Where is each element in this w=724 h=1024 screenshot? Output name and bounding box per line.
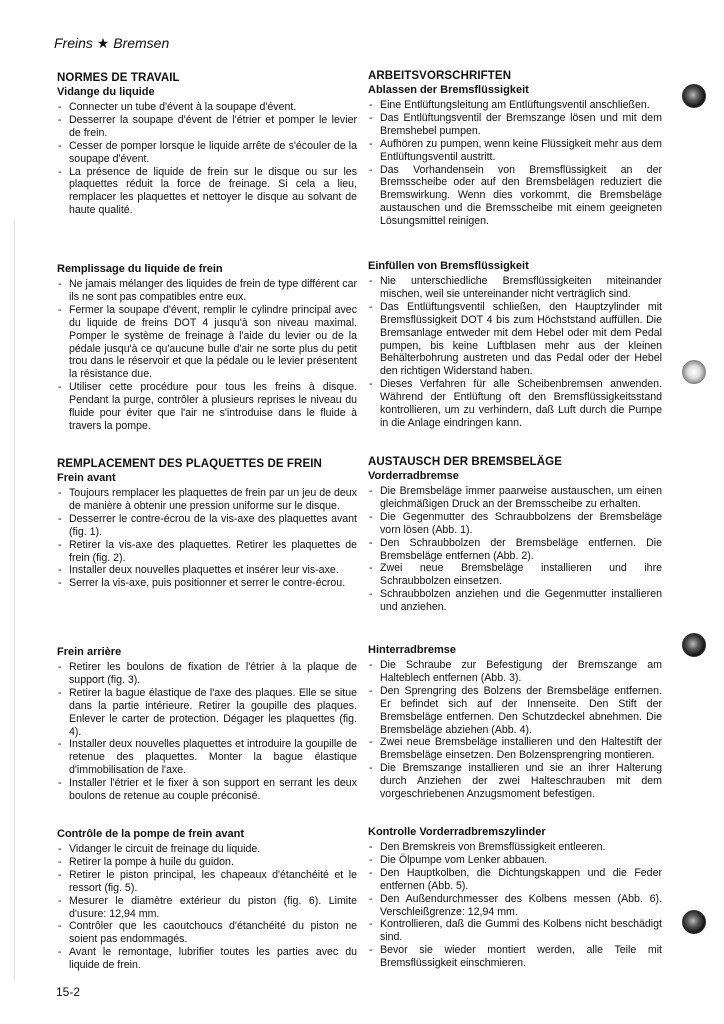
list-item: - Die Bremszange installieren und sie an ihrer Halterung durch Anziehen der zwei Halteschrauben mit dem vorgeschriebenen Anzugsmoment befestigen. [368, 762, 662, 801]
section-subtitle: Contrôle de la pompe de frein avant [57, 828, 245, 840]
list-item: - Ne jamais mélanger des liquides de frein de type différent car ils ne sont pas compatibles entre eux. [57, 278, 357, 304]
section-drain-de [368, 70, 662, 228]
section-pump-check-fr [57, 828, 357, 972]
list-item: - Das Vorhandensein von Bremsflüssigkeit an der Bremsscheibe oder auf den Bremsbelägen reduziert die Bremswirkung. Wenn dies vorkommt, die Bremsbeläge austauschen und die Bremsscheibe mit einem geeigneten Lösungsmittel reinigen. [368, 164, 662, 229]
list-item: - Zwei neue Bremsbeläge installieren und den Haltestift der Bremsbeläge einsetzen. Den Bolzensprengring montieren. [368, 736, 662, 762]
list-item: - Desserrer la soupape d'évent de l'étrier et pomper le levier de frein. [57, 114, 357, 140]
list-item: - Den Schraubbolzen der Bremsbeläge entfernen. Die Bremsbeläge entfernen (Abb. 2). [368, 537, 662, 563]
section-subtitle: Kontrolle Vorderradbremszylinder [368, 826, 546, 838]
section-pads-front-de [368, 456, 662, 614]
list-item: - Schraubbolzen anziehen und die Gegenmutter installieren und anziehen. [368, 588, 662, 614]
page-fold-shadow [14, 220, 15, 980]
section-title: NORMES DE TRAVAIL [57, 72, 180, 84]
section-subtitle: Ablassen der Bremsflüssigkeit [368, 84, 529, 96]
list-item: - Retirer les boulons de fixation de l'étrier à la plaque de support (fig. 3). [57, 661, 357, 687]
section-fill-de [368, 260, 662, 430]
list-item: - Vidanger le circuit de freinage du liquide. [57, 843, 357, 856]
list-item: - Den Hauptkolben, die Dichtungskappen und die Feder entfernen (Abb. 5). [368, 867, 662, 893]
section-pads-front-fr [57, 458, 357, 590]
list-item: - Kontrollieren, daß die Gummi des Kolbens nicht beschädigt sind. [368, 918, 662, 944]
list-item: - Installer deux nouvelles plaquettes et insérer leur vis-axe. [57, 564, 357, 577]
list-item: - Die Bremsbeläge immer paarweise austauschen, um einen gleichmäßigen Druck an der Bremsscheibe zu erhalten. [368, 485, 662, 511]
list-item: - Toujours remplacer les plaquettes de frein par un jeu de deux de manière à obtenir une pression uniforme sur le disque. [57, 487, 357, 513]
list-item: - Retirer le piston principal, les chapeaux d'étanchéité et le ressort (fig. 5). [57, 869, 357, 895]
list-item: - Retirer la pompe à huile du guidon. [57, 856, 357, 869]
list-item: - Installer l'étrier et le fixer à son support en serrant les deux boulons de retenue au couple préconisé. [57, 777, 357, 803]
list-item: - Den Sprengring des Bolzens der Bremsbeläge entfernen. Er befindet sich auf der Innenseite. Den Stift der Bremsbeläge entfernen. Den Schutzdeckel abnehmen. Die Bremsbeläge abziehen (Abb. 4). [368, 685, 662, 737]
section-title: AUSTAUSCH DER BREMSBELÄGE [368, 456, 562, 468]
list-item: - Contrôler que les caoutchoucs d'étanchéité du piston ne soient pas endommagés. [57, 920, 357, 946]
list-item: - La présence de liquide de frein sur le disque ou sur les plaquettes réduit la force de freinage. Si cela a lieu, remplacer les plaquettes et nettoyer le disque au solvant de haute qualité. [57, 166, 357, 218]
list-item: - Cesser de pomper lorsque le liquide arrête de s'écouler de la soupape d'évent. [57, 140, 357, 166]
section-subtitle: Frein avant [57, 472, 116, 484]
section-pads-rear-de [368, 644, 662, 801]
page-header: Freins ★ Bremsen [54, 35, 170, 51]
list-item: - Das Entlüftungsventil schließen, den Hauptzylinder mit Bremsflüssigkeit DOT 4 bis zum Höchststand auffüllen. Die Bremsanlage entweder mit dem Hebel oder mit dem Pedal pumpen, bis keine Luftblasen mehr aus der kleinen Behälterbohrung austreten und das Pedal oder der Hebel den richtigen Widerstand haben. [368, 301, 662, 378]
list-item: - Serrer la vis-axe, puis positionner et serrer le contre-écrou. [57, 577, 357, 590]
list-item: - Das Entlüftungsventil der Bremszange lösen und mit dem Bremshebel pumpen. [368, 112, 662, 138]
page-number: 15-2 [56, 985, 81, 999]
binder-hole-icon [682, 84, 706, 108]
list-item: - Mesurer le diamètre extérieur du piston (fig. 6). Limite d'usure: 12,94 mm. [57, 895, 357, 921]
section-title: REMPLACEMENT DES PLAQUETTES DE FREIN [57, 458, 322, 470]
list-item: - Utiliser cette procédure pour tous les freins à disque. Pendant la purge, contrôler à plusieurs reprises le niveau du fluide pour éviter que l'air ne s'introduise dans le fluide à travers la pompe. [57, 381, 357, 433]
list-item: - Die Gegenmutter des Schraubbolzens der Bremsbeläge vorn lösen (Abb. 1). [368, 511, 662, 537]
section-pads-rear-fr [57, 646, 357, 803]
list-item: - Nie unterschiedliche Bremsflüssigkeiten miteinander mischen, weil sie untereinander nicht verträglich sind. [368, 275, 662, 301]
binder-hole-icon [682, 633, 706, 657]
list-item: - Desserrer le contre-écrou de la vis-axe des plaquettes avant (fig. 1). [57, 513, 357, 539]
section-subtitle: Vidange du liquide [57, 86, 155, 98]
section-subtitle: Frein arrière [57, 646, 122, 658]
list-item: - Dieses Verfahren für alle Scheibenbremsen anwenden. Während der Entlüftung oft den Bremsflüssigkeitsstand kontrollieren, um zu verhindern, daß Luft durch die Pumpe in die Anlage eindringen kann. [368, 378, 662, 430]
section-drain-fr [57, 72, 357, 217]
list-item: - Eine Entlüftungsleitung am Entlüftungsventil anschließen. [368, 99, 662, 112]
list-item: - Connecter un tube d'évent à la soupape d'évent. [57, 101, 357, 114]
section-subtitle: Vorderradbremse [368, 470, 459, 482]
list-item: - Den Außendurchmesser des Kolbens messen (Abb. 6). Verschleißgrenze: 12,94 mm. [368, 893, 662, 919]
list-item: - Aufhören zu pumpen, wenn keine Flüssigkeit mehr aus dem Entlüftungsventil austritt. [368, 138, 662, 164]
section-subtitle: Remplissage du liquide de frein [57, 263, 223, 275]
binder-hole-icon [682, 910, 706, 934]
list-item: - Zwei neue Bremsbeläge installieren und ihre Schraubbolzen einsetzen. [368, 562, 662, 588]
list-item: - Die Schraube zur Befestigung der Bremszange am Halteblech entfernen (Abb. 3). [368, 659, 662, 685]
list-item: - Avant le remontage, lubrifier toutes les parties avec du liquide de frein. [57, 946, 357, 972]
section-pump-check-de [368, 826, 662, 970]
list-item: - Bevor sie wieder montiert werden, alle Teile mit Bremsflüssigkeit einschmieren. [368, 944, 662, 970]
list-item: - Den Bremskreis von Bremsflüssigkeit entleeren. [368, 841, 662, 854]
section-subtitle: Einfüllen von Bremsflüssigkeit [368, 260, 529, 272]
list-item: - Installer deux nouvelles plaquettes et introduire la goupille de retenue des plaquettes. Monter la bague élastique d'immobilisation de l'axe. [57, 738, 357, 777]
section-subtitle: Hinterradbremse [368, 644, 457, 656]
binder-hole-icon [682, 360, 706, 384]
list-item: - Retirer la vis-axe des plaquettes. Retirer les plaquettes de frein (fig. 2). [57, 539, 357, 565]
list-item: - Fermer la soupape d'évent, remplir le cylindre principal avec du liquide de freins DOT 4 jusqu'à son niveau maximal. Pomper le système de freinage à l'aide du levier ou de la pédale jusqu'à ce qu'aucune bulle d'air ne sorte plus du petit trou dans le réservoir et que la pédale ou le levier présentent la résistance due. [57, 304, 357, 381]
list-item: - Retirer la bague élastique de l'axe des plaques. Elle se situe dans la partie intérieure. Retirer la goupille des plaques. Enlever le carter de protection. Dégager les plaquettes (fig. 4). [57, 687, 357, 739]
section-title: ARBEITSVORSCHRIFTEN [368, 70, 512, 82]
list-item: - Die Ölpumpe vom Lenker abbauen. [368, 854, 662, 867]
section-fill-fr [57, 263, 357, 433]
